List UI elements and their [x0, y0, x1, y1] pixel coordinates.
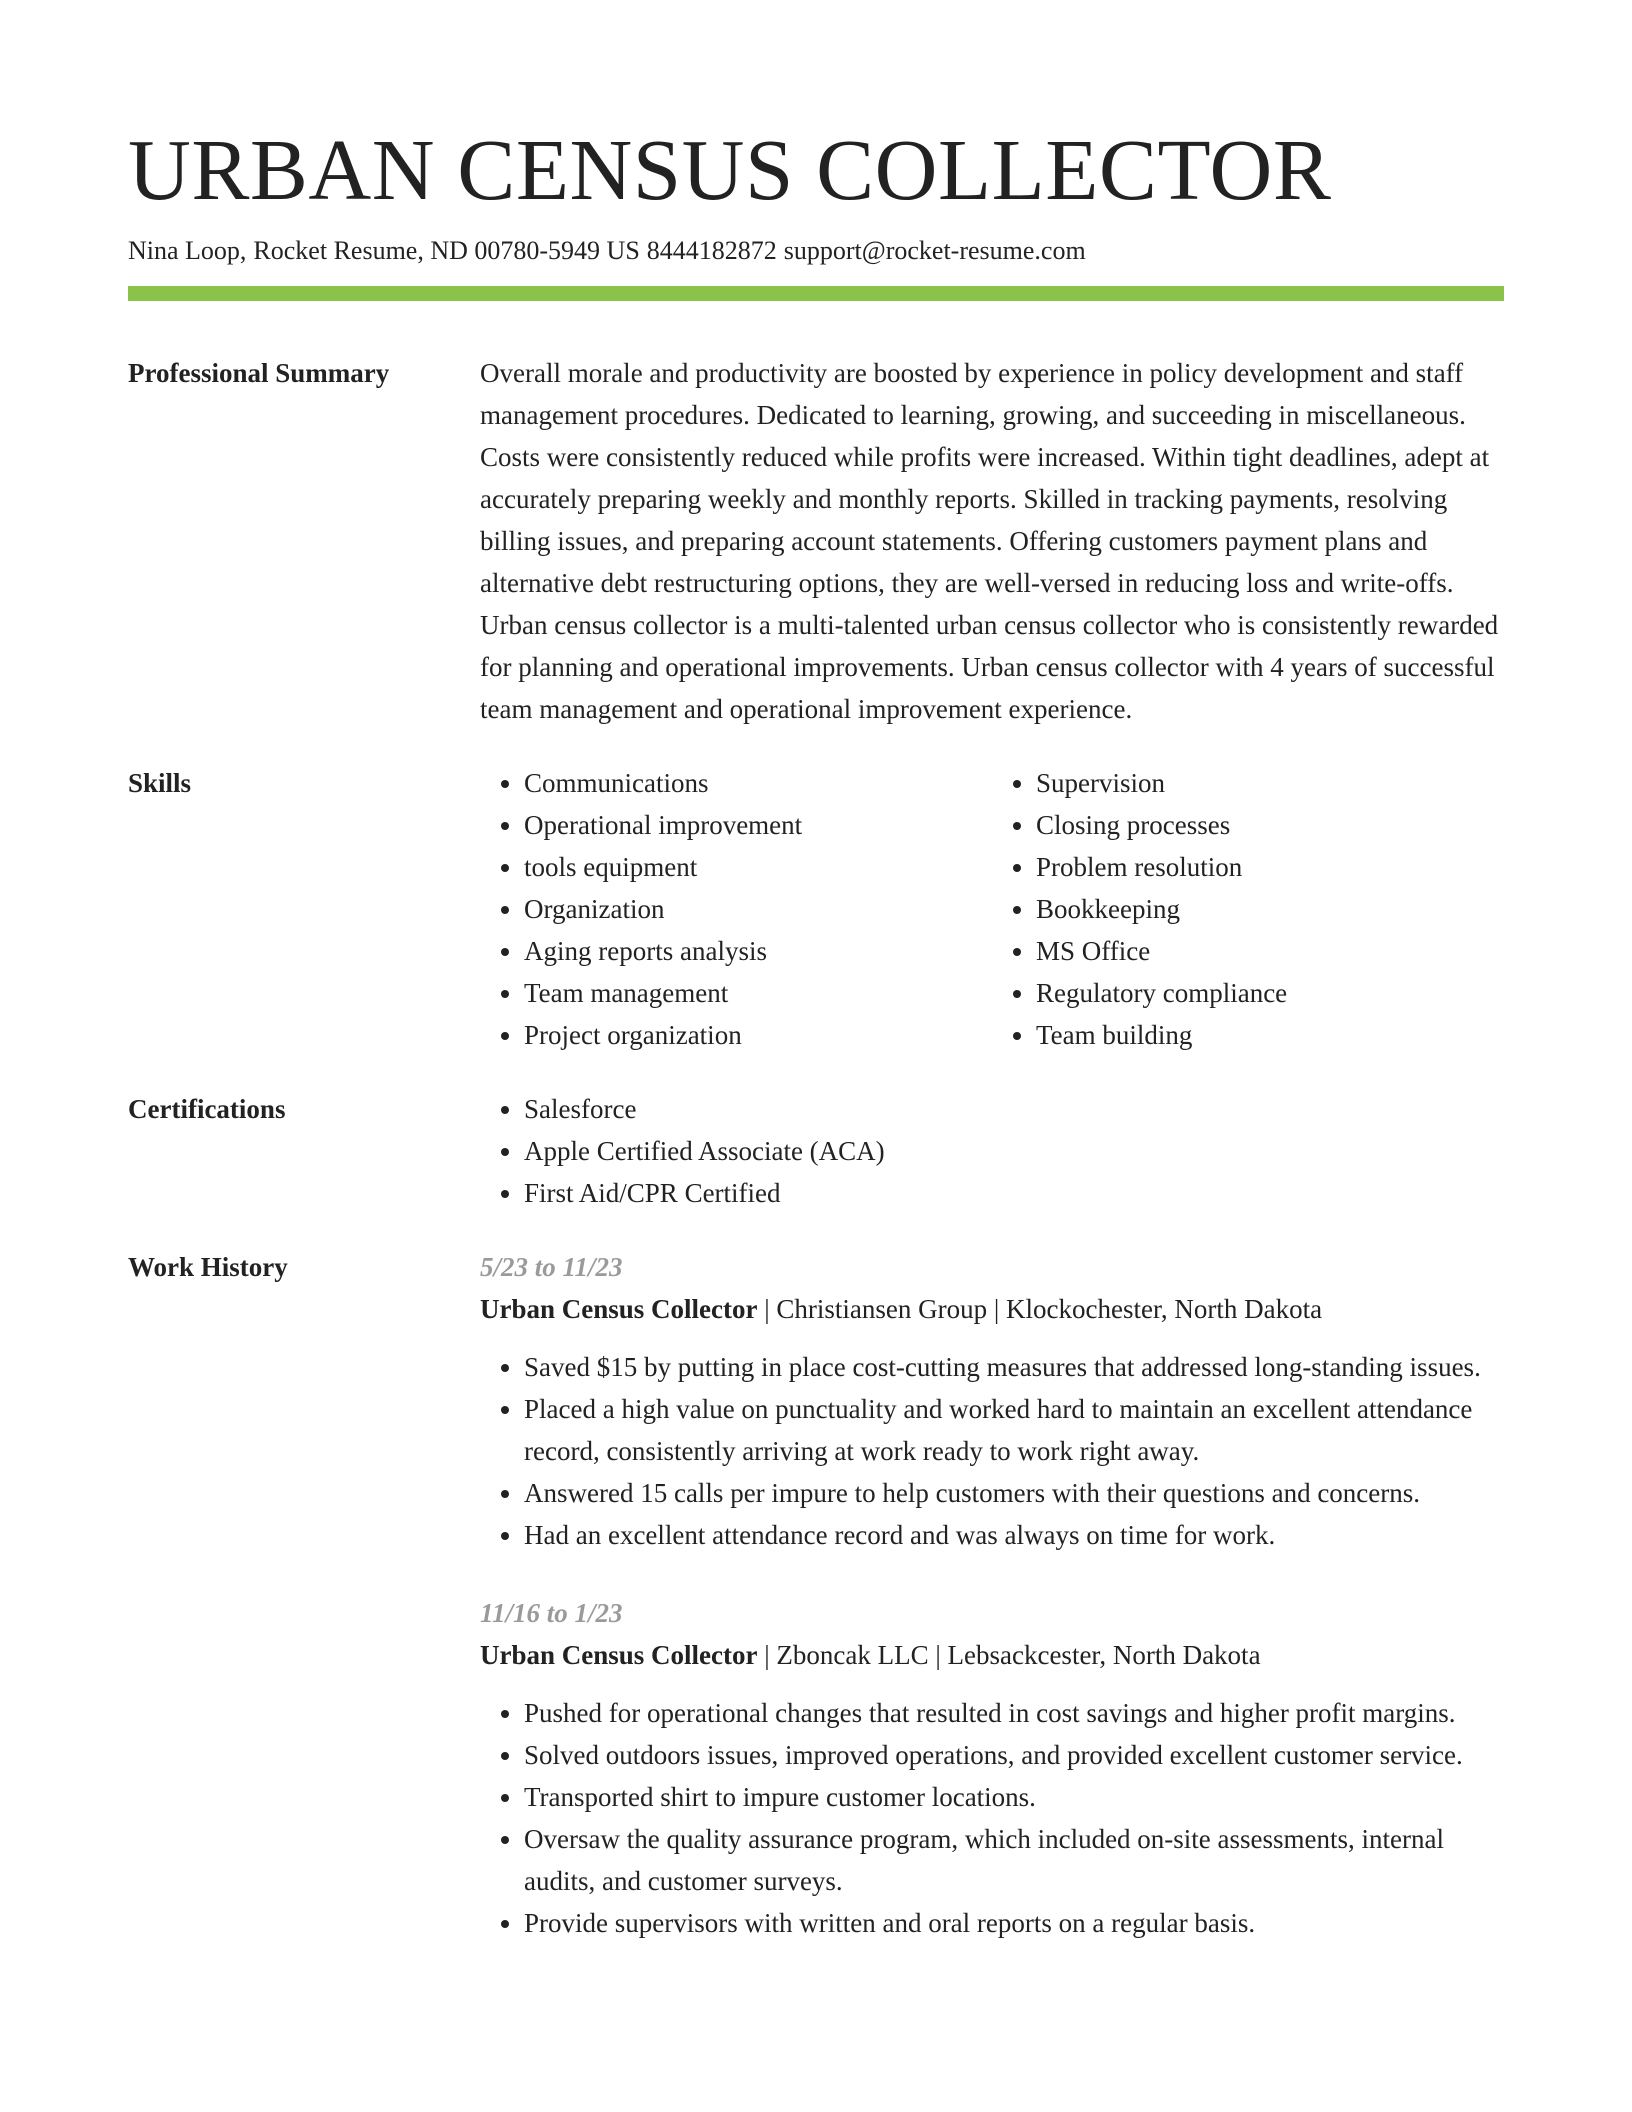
work-history-heading: Work History	[128, 1252, 288, 1282]
contact-name: Nina Loop,	[128, 236, 247, 265]
certifications-heading: Certifications	[128, 1094, 286, 1124]
job-bullet: • Pushed for operational changes that resulted in cost savings and higher profit margins.	[524, 1692, 1504, 1734]
work-history-body	[480, 1246, 1504, 1980]
skill-item: • MS Office	[1036, 930, 1504, 972]
contact-address: Rocket Resume, ND 00780-5949 US	[253, 236, 640, 265]
skill-item: • Project organization	[524, 1014, 992, 1056]
skill-item: • Communications	[524, 762, 992, 804]
job-entry	[480, 1246, 1504, 1556]
job-title: Urban Census Collector	[480, 1640, 758, 1670]
skill-item: • tools equipment	[524, 846, 992, 888]
skill-item: • Regulatory compliance	[1036, 972, 1504, 1014]
resume-title: URBAN CENSUS COLLECTOR	[128, 121, 1332, 218]
skills-columns	[480, 762, 1504, 1056]
skill-item: • Supervision	[1036, 762, 1504, 804]
job-employer-location: | Zboncak LLC | Lebsackcester, North Dakota	[757, 1640, 1261, 1670]
skills-heading: Skills	[128, 768, 192, 798]
job-bullet: • Provide supervisors with written and oral reports on a regular basis.	[524, 1902, 1504, 1944]
summary-heading: Professional Summary	[128, 358, 390, 388]
job-bullet: • Saved $15 by putting in place cost-cutting measures that addressed long-standing issues.	[524, 1346, 1504, 1388]
certifications-list	[480, 1088, 1504, 1214]
summary-section	[128, 352, 1504, 730]
skill-item: • Operational improvement	[524, 804, 992, 846]
job-bullet: • Answered 15 calls per impure to help customers with their questions and concerns.	[524, 1472, 1504, 1514]
contact-email: support@rocket-resume.com	[783, 236, 1086, 265]
skills-list-right	[992, 762, 1504, 1056]
job-bullets	[480, 1692, 1504, 1944]
certification-item: • Salesforce	[524, 1088, 1504, 1130]
certifications-section	[128, 1088, 1504, 1214]
contact-phone: 8444182872	[646, 236, 777, 265]
skills-list-left	[480, 762, 992, 1056]
job-bullet: • Had an excellent attendance record and was always on time for work.	[524, 1514, 1504, 1556]
job-entry	[480, 1592, 1504, 1944]
job-bullet: • Transported shirt to impure customer locations.	[524, 1776, 1504, 1818]
job-bullet: • Placed a high value on punctuality and worked hard to maintain an excellent attendance record, consistently arriving at work ready to work right away.	[524, 1388, 1504, 1472]
skill-item: • Closing processes	[1036, 804, 1504, 846]
job-dates: 11/16 to 1/23	[480, 1598, 623, 1628]
resume-content	[128, 352, 1504, 2012]
job-bullet: • Solved outdoors issues, improved operations, and provided excellent customer service.	[524, 1734, 1504, 1776]
job-employer-location: | Christiansen Group | Klockochester, North Dakota	[757, 1294, 1323, 1324]
skill-item: • Aging reports analysis	[524, 930, 992, 972]
skill-item: • Team management	[524, 972, 992, 1014]
certifications-body	[480, 1088, 1504, 1214]
certification-item: • Apple Certified Associate (ACA)	[524, 1130, 1504, 1172]
contact-line	[128, 234, 1504, 268]
job-bullet: • Oversaw the quality assurance program, which included on-site assessments, internal audits, and customer surveys.	[524, 1818, 1504, 1902]
job-bullets	[480, 1346, 1504, 1556]
certification-item: • First Aid/CPR Certified	[524, 1172, 1504, 1214]
skill-item: • Organization	[524, 888, 992, 930]
skill-item: • Team building	[1036, 1014, 1504, 1056]
skill-item: • Problem resolution	[1036, 846, 1504, 888]
accent-divider	[128, 286, 1504, 301]
skills-section	[128, 762, 1504, 1056]
summary-text: Overall morale and productivity are boosted by experience in policy development and staff management procedures. Dedicated to learning, growing, and succeeding in miscellaneous. Costs were consistently reduced while profits were increased. Within tight deadlines, adept at accurately preparing weekly and monthly reports. Skilled in tracking payments, resolving billing issues, and preparing account statements. Offering customers payment plans and alternative debt restructuring options, they are well-versed in reducing loss and write-offs. Urban census collector is a multi-talented urban census collector who is consistently rewarded for planning and operational improvements. Urban census collector with 4 years of successful team management and operational improvement experience.	[480, 358, 1499, 724]
job-title-line	[480, 1634, 1504, 1676]
job-title-line	[480, 1288, 1504, 1330]
job-dates: 5/23 to 11/23	[480, 1252, 623, 1282]
resume-header	[128, 118, 1504, 268]
job-title: Urban Census Collector	[480, 1294, 758, 1324]
skill-item: • Bookkeeping	[1036, 888, 1504, 930]
work-history-section	[128, 1246, 1504, 1980]
